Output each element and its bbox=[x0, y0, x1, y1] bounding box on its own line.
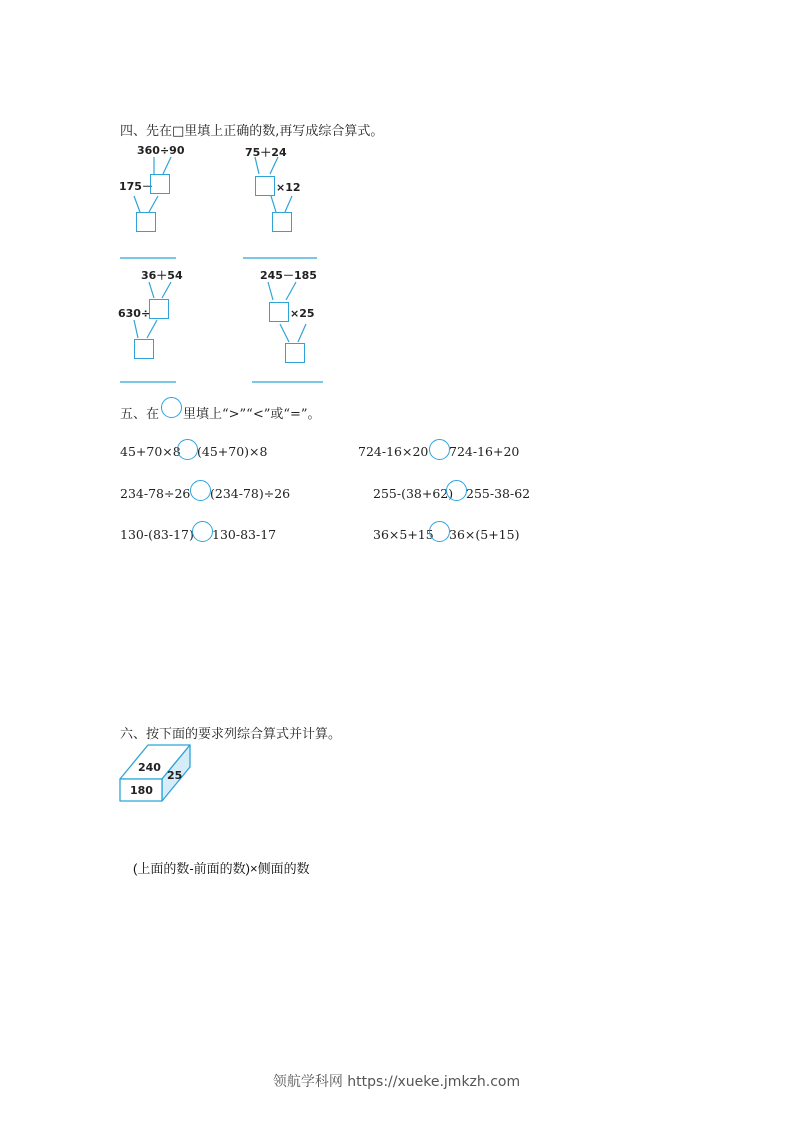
footer-text: 领航学科网 https://xueke.jmkzh.com bbox=[272, 1074, 521, 1090]
compare-6-right: 36×(5+15) bbox=[449, 527, 520, 542]
compare-1-right: (45+70)×8 bbox=[197, 444, 268, 459]
cuboid-front-number: 180 bbox=[130, 784, 153, 797]
cuboid-side-number: 25 bbox=[167, 769, 183, 782]
compare-3-right: (234-78)÷26 bbox=[210, 486, 291, 501]
tree3-side-expression: 630÷ bbox=[118, 307, 151, 320]
tree4-side-expression: ×25 bbox=[290, 307, 315, 320]
compare-1-left: 45+70×8 bbox=[120, 444, 181, 459]
section6-instruction: (上面的数-前面的数)×侧面的数 bbox=[133, 861, 310, 876]
tree1-top-expression: 360÷90 bbox=[137, 144, 185, 157]
compare-5-right: 130-83-17 bbox=[212, 527, 277, 542]
tree2-side-expression: ×12 bbox=[276, 181, 301, 194]
section5-title-prefix: 五、在 bbox=[120, 407, 160, 422]
compare-5-left: 130-(83-17) bbox=[120, 527, 194, 542]
compare-4-right: 255-38-62 bbox=[466, 486, 531, 501]
section6-title: 六、按下面的要求列综合算式并计算。 bbox=[120, 727, 342, 742]
compare-2-right: 724-16+20 bbox=[449, 444, 520, 459]
compare-6-left: 36×5+15 bbox=[373, 527, 434, 542]
tree2-top-expression: 75＋24 bbox=[245, 146, 287, 159]
tree1-side-expression: 175－ bbox=[119, 180, 153, 193]
compare-4-left: 255-(38+62) bbox=[373, 486, 454, 501]
section5-title-suffix: 里填上“>”“<”或“=”。 bbox=[183, 407, 321, 422]
compare-3-left: 234-78÷26 bbox=[120, 486, 191, 501]
tree4-top-expression: 245－185 bbox=[260, 269, 317, 282]
tree3-top-expression: 36＋54 bbox=[141, 269, 183, 282]
compare-2-left: 724-16×20 bbox=[358, 444, 429, 459]
cuboid-top-number: 240 bbox=[138, 761, 161, 774]
section4-title: 四、先在□里填上正确的数,再写成综合算式。 bbox=[120, 124, 384, 139]
